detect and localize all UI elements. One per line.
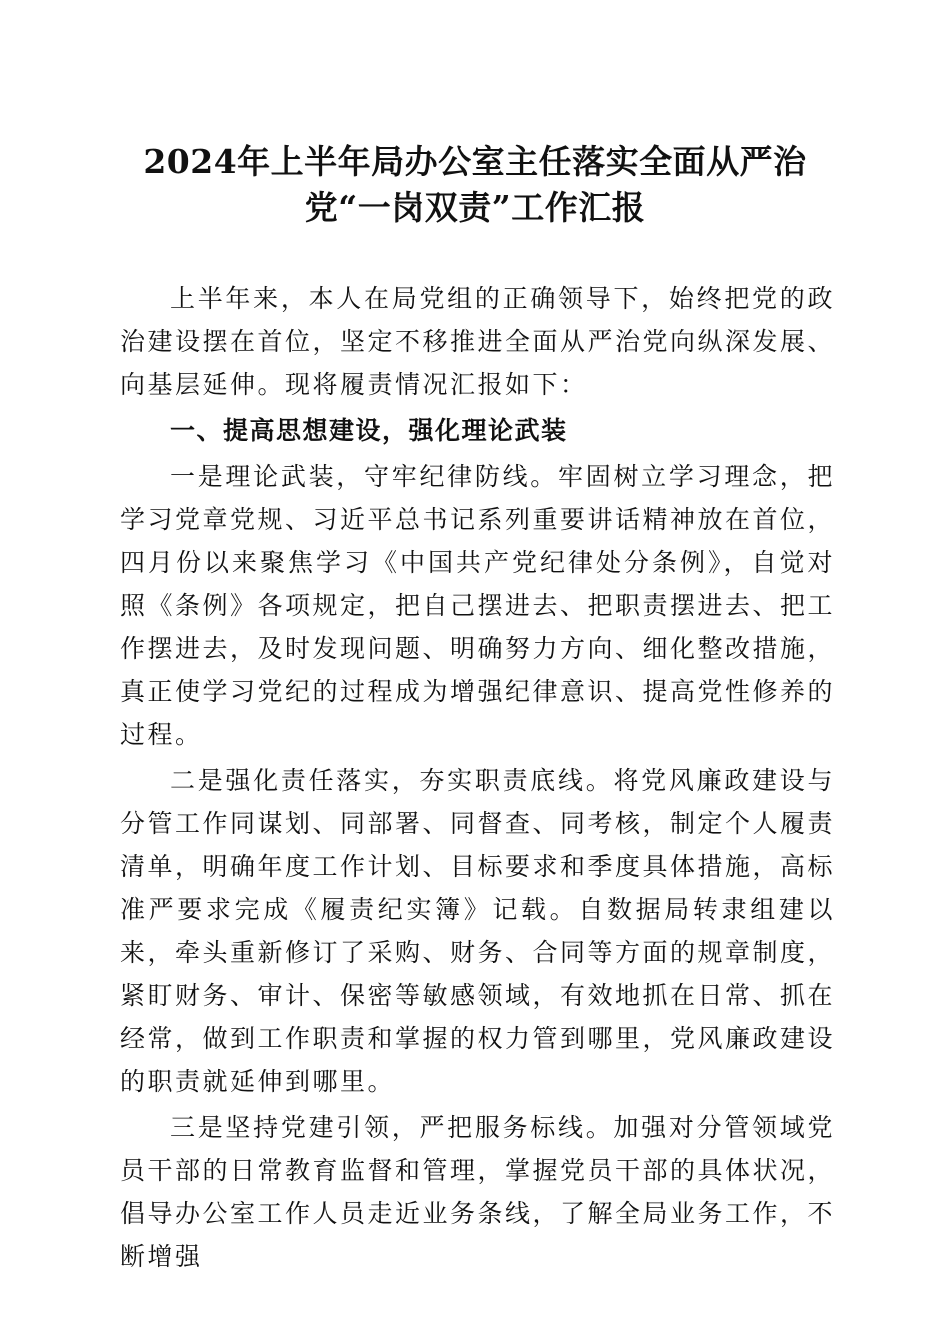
- paragraph-2-text: 将党风廉政建设与分管工作同谋划、同部署、同督查、同考核，制定个人履责清单，明确年度工作计划、目标要求和季度具体措施，高标准严要求完成《履责纪实簿》记载。自数据局转隶组建以来，牵头重新修订了采购、财务、合同等方面的规章制度，紧盯财务、审计、保密等敏感领域，有效地抓在日常、抓在经常，做到工作职责和掌握的权力管到哪里，党风廉政建设的职责就延伸到哪里。: [120, 766, 836, 1096]
- paragraph-1-lead: 一是理论武装，守牢纪律防线。: [170, 462, 559, 491]
- paragraph-2: [120, 759, 835, 1103]
- paragraph-3-lead: 三是坚持党建引领，严把服务标线。: [170, 1113, 614, 1142]
- paragraph-3-text: 加强对分管领域党员干部的日常教育监督和管理，掌握党员干部的具体状况，倡导办公室工作人员走近业务条线，了解全局业务工作，不断增强: [120, 1113, 836, 1271]
- section-heading-1: 一、提高思想建设，强化理论武装: [170, 416, 568, 445]
- paragraph-2-lead: 二是强化责任落实，夯实职责底线。: [170, 766, 614, 795]
- paragraph-1-text: 牢固树立学习理念，把学习党章党规、习近平总书记系列重要讲话精神放在首位，四月份以来聚焦学习《中国共产党纪律处分条例》，自觉对照《条例》各项规定，把自己摆进去、把职责摆进去、把工作摆进去，及时发现问题、明确努力方向、细化整改措施，真正使学习党纪的过程成为增强纪律意识、提高党性修养的过程。: [120, 462, 836, 749]
- intro-paragraph: 上半年来，本人在局党组的正确领导下，始终把党的政治建设摆在首位，坚定不移推进全面从严治党向纵深发展、向基层延伸。现将履责情况汇报如下：: [120, 284, 836, 399]
- document-title-line-2: 党“一岗双责”工作汇报: [304, 188, 646, 227]
- paragraph-3: [120, 1106, 835, 1278]
- document-body: [120, 277, 835, 1278]
- document-title-line-1: 2024年上半年局办公室主任落实全面从严治: [143, 142, 807, 181]
- paragraph-1: [120, 455, 835, 756]
